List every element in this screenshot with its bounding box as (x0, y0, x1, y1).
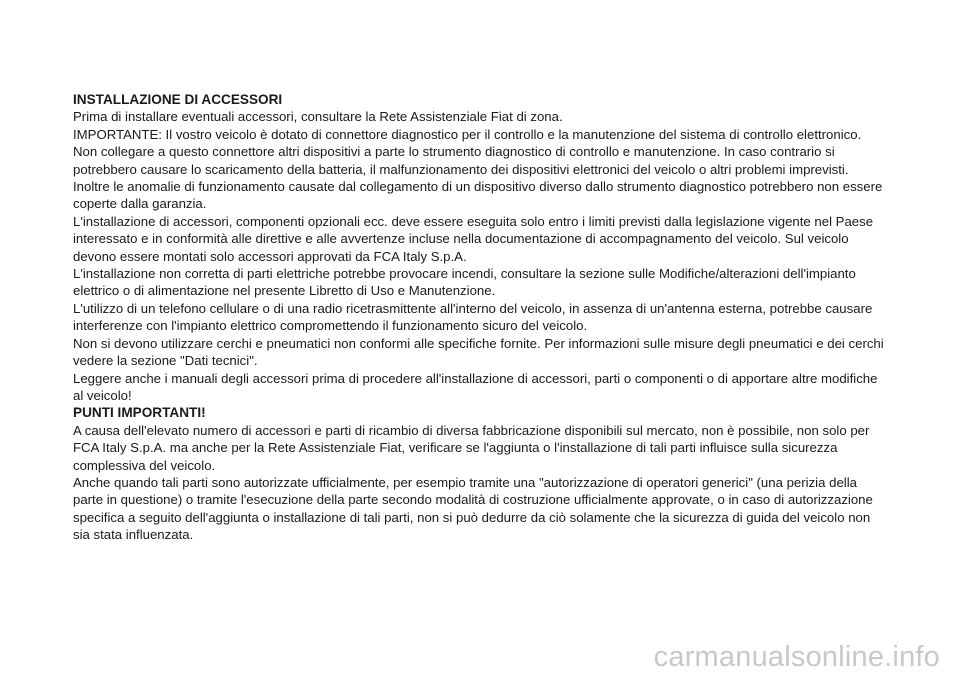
paragraph: Anche quando tali parti sono autorizzate ufficialmente, per esempio tramite una "autorizzazione di operatori generici" (una perizia della parte in questione) o tramite l'esecuzione della parte secondo modalità di costruzione ufficialmente approvate, o in caso di autorizzazione specifica a seguito dell'aggiunta o installazione di tali parti, non si può dedurre da ciò solamente che la sicurezza di guida del veicolo non sia stata influenzata. (73, 474, 873, 543)
paragraph: L'installazione non corretta di parti elettriche potrebbe provocare incendi, consultare la sezione sulle Modifiche/alterazioni dell'impianto elettrico o di alimentazione nel presente Libretto di Uso e Manutenzione. (73, 266, 856, 299)
page-content (73, 91, 888, 544)
section-heading-punti-importanti: PUNTI IMPORTANTI! (73, 405, 206, 421)
section-heading-installazione-accessori: INSTALLAZIONE DI ACCESSORI (73, 92, 283, 107)
paragraph: Leggere anche i manuali degli accessori prima di procedere all'installazione di accessori, parti o componenti o di apportare altre modifiche al veicolo! (73, 370, 878, 403)
paragraph: L'installazione di accessori, componenti opzionali ecc. deve essere eseguita solo entro i limiti previsti dalla legislazione vigente nel Paese interessato e in conformità alle direttive e alle avvertenze incluse nella documentazione di accompagnamento del veicolo. Sul veicolo devono essere montati solo accessori approvati da FCA Italy S.p.A. (73, 213, 874, 264)
paragraph: L'utilizzo di un telefono cellulare o di una radio ricetrasmittente all'interno del veicolo, in assenza di un'antenna esterna, potrebbe causare interferenze con l'impianto elettrico compromettendo il funzionamento sicuro del veicolo. (73, 300, 873, 334)
paragraph: Prima di installare eventuali accessori, consultare la Rete Assistenziale Fiat di zona. (73, 109, 563, 125)
paragraph: Non si devono utilizzare cerchi e pneumatici non conformi alle specifiche fornite. Per informazioni sulle misure degli pneumatici e dei cerchi vedere la sezione "Dati tecnici". (73, 335, 884, 369)
paragraph: A causa dell'elevato numero di accessori e parti di ricambio di diversa fabbricazione disponibili sul mercato, non è possibile, non solo per FCA Italy S.p.A. ma anche per la Rete Assistenziale Fiat, verificare se l'aggiunta o l'installazione di tali parti influisce sulla sicurezza complessiva del veicolo. (73, 422, 870, 473)
paragraph: IMPORTANTE: Il vostro veicolo è dotato di connettore diagnostico per il controllo e la manutenzione del sistema di controllo elettronico. Non collegare a questo connettore altri dispositivi a parte lo strumento diagnostico di controllo e manutenzione. In caso contrario si potrebbero causare lo scaricamento della batteria, il malfunzionamento dei dispositivi elettronici del veicolo o altri problemi imprevisti. Inoltre le anomalie di funzionamento causate dal collegamento di un dispositivo diverso dallo strumento diagnostico potrebbero non essere coperte dalla garanzia. (73, 126, 883, 212)
watermark-text: carmanualsonline.info (653, 641, 940, 673)
